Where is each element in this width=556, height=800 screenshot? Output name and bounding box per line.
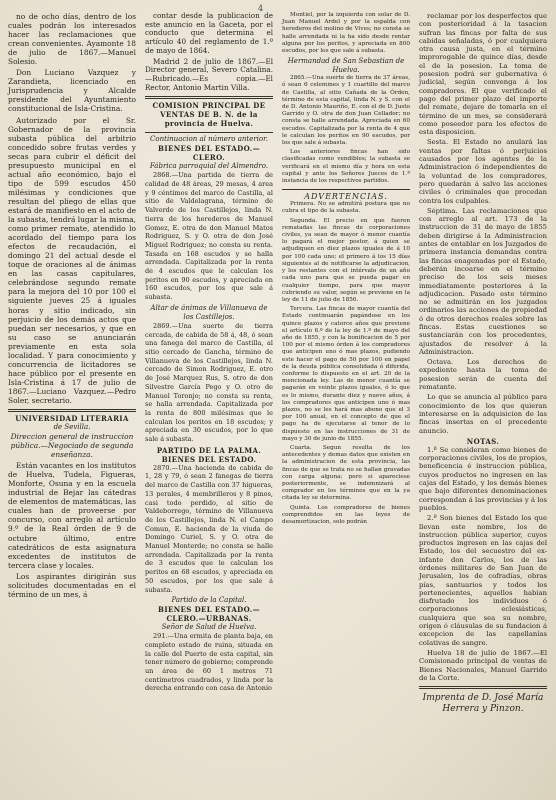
section-heading: BIENES DEL ESTADO.—CLERO. xyxy=(158,144,260,163)
entry-291: 291.—Una ermita de planta baja, en completo estado de ruina, situada en la calle del Puerto de esta capital, sin tener número de gobierno; comprende un área de 60 1 metros 71 centímetros cuadrados, y linda por la derecha entrando con casa de Antonio xyxy=(145,632,273,693)
section-heading: COMISION PRINCIPAL DE VENTAS DE B. N. de la provincia de Huelva. xyxy=(152,101,266,129)
section-subheading: Hermandad de San Sebastian de Huelva. xyxy=(287,57,405,75)
col4-paragraph-3: Séptima. Las reclamaciones que con arreglo al art. 173 de la instruccion de 31 de mayo de 1855 deben dirigirse á la Administracion antes de entablar en los Juzgados de primera instancia demandas contra las fincas enagenadas por el Estado, deberán incoarse en el término preciso de los seis meses inmediatamente posteriores á la adjudicacion. Pasado este término no se admitirán en los juzgados ordinarios las acciones de propiedad ó de otros derechos reales sobre las fincas. Estas cuestiones se sustanciarán con los procedentes, ajustados de resolver á la Administracion. xyxy=(419,206,547,356)
entry-2868: 2868.—Una partida de tierra de calidad de 48 áreas, 29 mesas, 4 area y 9 céntimos del marco de Castilla, al sitio de Valdelagrana, término de Valverde de los Castillejos, linda N. tierra de los herederos de Manuel Gomez, E. otra de don Manuel Matos Rodriguez, S. y O. otra de don José Miguel Rodriguez; no consta su renta. Tasada en 168 escudos y se halla arrendada. Capitalizada por la renta de 4 escudos que le calculan los peritos en 90 escudos, y apreciada en 160 escudos, por los que sale á subasta. xyxy=(145,171,273,302)
notas-heading: NOTAS. xyxy=(466,436,500,446)
col1-paragraph-3: Autorizado por el Sr. Gobernador de la provincia subasta pública del arbitrio concedido sobre frutas verdes y secas para cubrir el déficit del presupuesto municipal en el actual año económico, bajo el tipo de 599 escudos 450 milésimas y condiciones que resultan del pliego de ellas que estará de manifiesto en el acto de la subasta, tendrá lugar la misma, como primer remate, atendido lo acordado del tiempo para los efectos de recaudación, el domingo 21 del actual desde el toque de oraciones al de ánimas en las casas capitulares, celebrándose segundo remate para la mejora del 10 por 100 el siguiente jueves 25 á iguales horas y sitio indicado, sin perjuicio de los demás actos que puedan ser necesarios, y que en su caso se anunciarán previamente en esta sola localidad. Y para conocimiento y concurrencia de licitadores se hace público por el presente en Isla-Cristina á 17 de julio de 1867.—Luciano Vazquez.—Pedro Soler, secretario. xyxy=(8,115,136,405)
divider xyxy=(145,96,273,99)
entry-2870: 2870.—Una hacienda de cabida de 1, 28 y 79, ó sean 2 fanegas de tierra del marco de Castilla con 37 higueras, 13 perales, 4 membrilleros y 8 pinos, casi todo perdido, al sitio de Valdeborrego, término de Villanueva de los Castillejos, linda N. el Campo Comun, E. hacienda de la viuda de Domingo Curiel, S. y O. otra de Manuel Monterde; no consta se halle arrendada. Capitalizada por la renta de 3 escudos que le calculan los peritos en 68 escudos, y apreciada en 50 escudos, por los que sale á subasta. xyxy=(145,463,273,594)
nota-2: 2.ª Son bienes del Estado los que llevan este nombre, los de instruccion pública superior, cuyos productos ingresen en las cajas del Estado, los del secuestro del ex-infante don Carlos, los de las órdenes militares de San Juan de Jerusalen, los de cofradías, obras pías, santuarios y todos los pertenecientes, aquellos habian disfrutado los individuos ó corporaciones eclesiásticas, cualquiera que sea su nombre, origen ó cláusulas de su fundacion á excepcion de las capellanías colativas de sangre. xyxy=(419,514,547,647)
col4-signature: Huelva 18 de julio de 1867.—El Comisionado principal de ventas de Bienes Nacionales, Manuel Garrido de la Corte. xyxy=(419,648,547,682)
advertencia-4: Cuarta. Segun resulta de los antecedentes y demas datos que existen en la administracion de esta provincia, las fincas de que se trata no se hallan gravadas con carga alguna; pero si apareciese posteriormente, se indemnizará al comprador en los términos que en la ya citada ley se determina. xyxy=(282,444,410,502)
col1-paragraph-5: Los aspirantes dirigirán sus solicitudes documentadas en el término de un mes, á xyxy=(8,571,136,599)
column-2 xyxy=(141,12,278,796)
imprint-line-1: Imprenta de D. José María xyxy=(422,693,544,704)
section-heading: UNIVERSIDAD LITERARIA xyxy=(15,414,129,424)
advertencia-1: Primera. No se admitirá postura que no cubra el tipo de la subasta. xyxy=(282,201,410,215)
column-3 xyxy=(278,12,415,796)
col4-paragraph-2: Sesta. El Estado no anulará las ventas por faltas ó perjuicios causados por los agentes de la Administracion ó independientes de la voluntad de los compradores, pero quedarán á salvo las acciones civiles ó criminales que procedan contra los culpables. xyxy=(419,138,547,205)
col2-paragraph-1: contar desde la publicacion de este anuncio en la Gaceta, por el conducto que determina el artículo 40 del reglamento de 1.º de mayo de 1864. xyxy=(145,12,273,55)
section-subheading: Continuacion al número anterior. xyxy=(150,135,268,144)
col3-entry-1: Montiel, por la izquierda con solar de D. Juan Manuel Ardel y por la espalda con herederos del molino de Vives; no consta se halle arrendada ni la ha sido desde rentar alguna por los peritos, y apreciada en 800 escudos, por los que sale á subasta. xyxy=(282,12,410,55)
section-heading: BIENES DEL ESTADO.—CLERO.—URBANAS. xyxy=(158,605,260,624)
col4-paragraph-5: Lo que se anuncia al público para conocimiento de los que quieran interesarse en la adquisicion de las fincas insertas en el precedente anuncio. xyxy=(419,393,547,435)
section-subheading: Altar de ánimas de Villanueva de los Castillejos. xyxy=(150,303,268,321)
column-4 xyxy=(415,12,552,796)
col3-paragraph-1: Los anteriores fincas han sido clasificadas como vendibles; la subasta se verificará en el mismo día y hora en esta capital y ante los Señores Jueces de 1.ª instancia de los respectivos partidos. xyxy=(282,149,410,185)
imprint-line-2: Herrera y Pinzon. xyxy=(442,704,524,715)
advertencia-3: Tercera. Las fincas de mayor cuantía del Estado continuarán pagándose en los quince plazos y catorce años que previene el artículo 6.º de la ley de 1.º de mayo del año de 1855, y con la bonificacion de 5 por 100 por el mismo órden á los compradores que anticipen uno ó mas plazos, pudiendo este hacer el pago de 50 por 100 en papel de la deuda pública consolidada ó diferida, conforme lo dispuesto en el art. 20 de la mencionada ley. Las de menor cuantía se pagarán en veinte plazos iguales, ó lo que es lo mismo, durante diez y nueve años, á los compradores que anticipen uno ó mas plazos, no se les hará mas abono que el 3 por 100 anual, en el concepto de que el pago ha de ejecutarse al tenor de lo dispuesto en las instrucciones de 31 de mayo y 30 de junio de 1855. xyxy=(282,306,410,442)
section-note: Direccion general de instruccion pública.—Negociado de segunda enseñanza. xyxy=(10,432,134,460)
col4-paragraph-1: reclamar por los desperfectos que con posterioridad á la tasacion sufran las fincas por falta de sus cabidas señaladas, ó por cualquiera otra causa justa, en el término improrogable de quince días, desde el de la posesion. La toma de posesion podrá ser gubernativa ó judicial, según convenga á los compradores. El que verificado el pago del primer plazo del importe del remate, dejare de tomarla en el término de un mes, se considerará como poseedor para los efectos de esta disposicion. xyxy=(419,12,547,137)
divider xyxy=(419,686,547,689)
section-subheading: Fábrica parroquial del Almendro. xyxy=(149,162,269,171)
column-1 xyxy=(4,12,141,796)
section-subheading: Partido de la Capital. xyxy=(171,596,247,605)
col3-entry-2865: 2865.—Una suerte de tierra de 37 áreas, ó sean 6 celemines y 1 cuartillo del marco de Castilla, al sitio Cañada de la Órden, término de esta capital, linda N. y S. con el de D. Antonio Mauriño, E. con el de D. Justo Garrido y O. otra de don Juan Cellador; no consta se halle arrendada. Apreciada en 60 escudos. Capitalizada por la renta de 4 que le calculan los peritos en 90 escudos, por los que sale á subasta. xyxy=(282,75,410,147)
section-heading: PARTIDO DE LA PALMA. xyxy=(156,445,262,455)
section-heading: BIENES DEL ESTADO. xyxy=(161,454,257,464)
advertencia-5: Quinta. Los compradores de bienes comprendidos en las leyes de desamortizacion, solo podrán xyxy=(282,504,410,525)
entry-2869: 2869.—Una suerte de tierra cercada, de cabida de 58 á, 48, ó sean una fanega del marco de Castilla, al sitio cercado de Gancha, término de Villanueva de los Castillejos, linda N. cercado de Simon Rodriguez, E. otro de José Marquez Rus, S. otro de don Silvestre García Pego y O. otro de Manuel Toronjo; no consta su renta, se halla arrendada. Capitalizada por la renta de 800 milésimas que le calculan los peritos en 18 escudos; y apreciada en 30 escudos, por lo que sale á subasta. xyxy=(145,321,273,444)
col1-paragraph-2: Don Luciano Vazquez y Zarandieta, licenciado en Jurisprudencia y Alcalde presidente del Ayuntamiento constitucional de Isla-Cristina. xyxy=(8,68,136,114)
page-number: 4 xyxy=(258,4,264,13)
col1-paragraph-4: Están vacantes en los institutos de Huelva, Tudela, Figueras, Monforte, Osuna y en la escuela industrial de Bejar las cátedras de elementos de matemáticas, las cuales han de proveerse por concurso, con arreglo al artículo 9.º de la Real órden de 9 de octubre último, entre catedráticos de esta asignatura excedentes de institutos de tercera clase y locales. xyxy=(8,461,136,570)
col4-paragraph-4: Octava. Los derechos de expediente hasta la toma de posesion serán de cuenta del rematante. xyxy=(419,358,547,392)
section-subheading: Señor de Salud de Huelva. xyxy=(161,623,257,632)
divider xyxy=(282,189,410,190)
nota-1: 1.ª Se consideran como bienes de corporaciones civiles, los de propios, beneficencia é instruccion pública, cuyos productos no ingresen en las cajas del Estado, y los demás bienes que bajo diferentes denominaciones correspondan á las provincias y á los pueblos. xyxy=(419,445,547,512)
divider xyxy=(8,409,136,412)
col1-paragraph-1: no de ocho días, dentro de los cuales podrán los interesados hacer las reclamaciones que crean convenientes. Ayamonte 18 de julio de 1867.—Manuel Solesio. xyxy=(8,12,136,67)
section-subheading: de Sevilla. xyxy=(53,423,91,432)
divider xyxy=(145,132,273,133)
advertencia-2: Segunda. El precio en que fueren rematadas las fincas de corporaciones civiles, ya sean de mayor ó menor cuantía lo pagará el mejor postor, á quien se adjudiquen en diez plazos iguales de á 10 por 100 cada uno; el primero á los 15 días siguientes al de notificarse la adjudicacion, y los restantes con el intérvalo de un año cada uno para que se pueda pagar en cualquier tiempo, para que mayor cubriendo su valor, según se previene en la ley de 11 de julio de 1856. xyxy=(282,217,410,303)
col2-paragraph-2: Madrid 2 de julio de 1867.—El Director general, Severo Catalina.—Rubricado.—Es copia.—El Rector, Antonio Martin Villa. xyxy=(145,56,273,92)
columns xyxy=(4,12,552,796)
advertencias-heading: ADVERTENCIAS. xyxy=(304,192,388,202)
